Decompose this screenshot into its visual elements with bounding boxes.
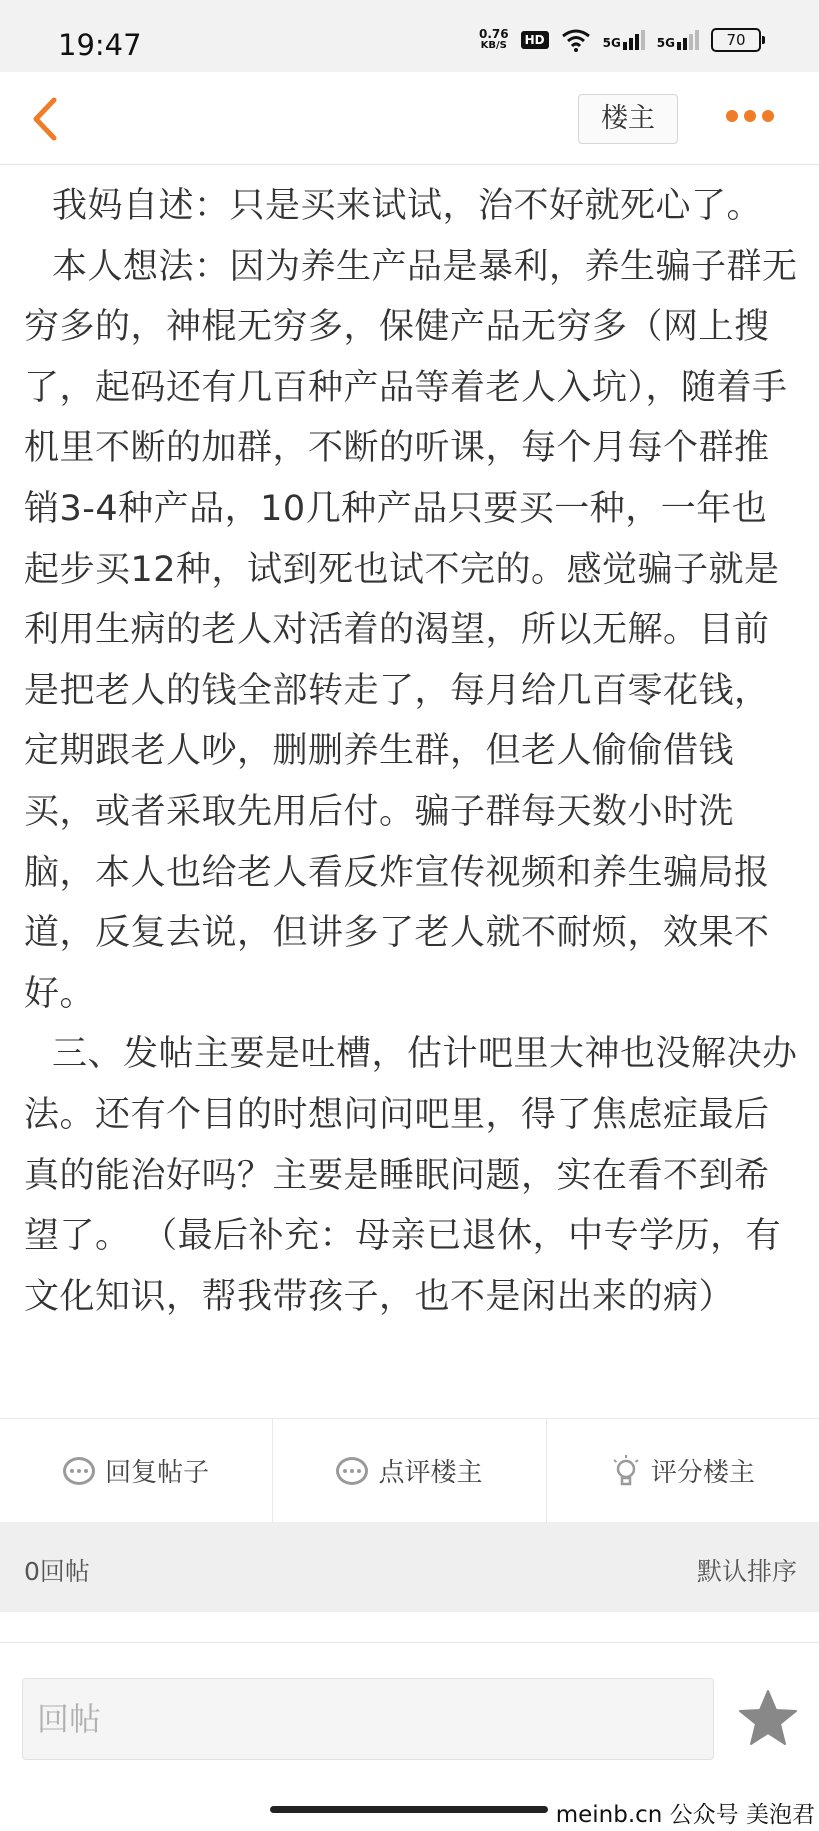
sort-order-button[interactable]: 默认排序: [696, 1557, 797, 1586]
louzhu-button[interactable]: 楼主: [578, 94, 678, 144]
post-action-bar: [0, 1418, 819, 1523]
star-favorite-icon[interactable]: [738, 1688, 798, 1748]
signal-label: 5G: [656, 36, 675, 50]
reply-input[interactable]: 回帖: [22, 1678, 714, 1760]
reply-count: 0回帖: [24, 1557, 90, 1586]
post-paragraph: 我妈自述：只是买来试试，治不好就死心了。: [52, 186, 763, 226]
rate-louzhu-button[interactable]: [547, 1419, 819, 1522]
rate-louzhu-label: 评分楼主: [650, 1458, 755, 1488]
network-speed: [479, 28, 509, 52]
wifi-icon: [561, 28, 591, 52]
comment-louzhu-button[interactable]: [273, 1419, 546, 1522]
reply-count-bar: [0, 1522, 819, 1612]
network-speed-unit: KB/S: [480, 40, 507, 51]
signal-label: 5G: [602, 36, 621, 50]
status-time: 19:47: [58, 28, 142, 62]
reply-post-label: 回复帖子: [105, 1458, 210, 1488]
chat-bubble-icon: [336, 1457, 368, 1485]
watermark: meinb.cn 公众号 美泡君: [555, 1802, 815, 1828]
status-icons: [479, 28, 761, 52]
post-paragraph: 本人想法：因为养生产品是暴利，养生骗子群无穷多的，神棍无穷多，保健产品无穷多（网上搜了，起码还有几百种产品等着老人入坑），随着手机里不断的加群，不断的听课，每个月每个群推销3-4种产品，10几种产品只要买一种，一年也起步买12种，试到死也试不完的。感觉骗子就是利用生病的老人对活着的渴望，所以无解。目前是把老人的钱全部转走了，每月给几百零花钱，定期跟老人吵，删删养生群，但老人偷偷借钱买，或者采取先用后付。骗子群每天数小时洗脑，本人也给老人看反炸宣传视频和养生骗局报道，反复去说，但讲多了老人就不耐烦，效果不好。: [24, 246, 798, 1014]
post-content: [24, 176, 800, 1327]
top-nav-bar: [0, 72, 819, 165]
signal-5g-2-icon: [657, 30, 699, 50]
lightbulb-icon: [611, 1454, 641, 1488]
back-arrow-icon[interactable]: [26, 94, 66, 144]
post-paragraph: 三、发帖主要是吐槽，估计吧里大神也没解决办法。还有个目的时想问问吧里，得了焦虑症最后真的能治好吗？主要是睡眠问题，实在看不到希望了。 （最后补充：母亲已退休，中专学历，有文化知识，帮我带孩子，也不是闲出来的病）: [24, 1034, 798, 1317]
divider: [0, 1642, 819, 1643]
more-options-icon[interactable]: [726, 110, 776, 126]
home-indicator[interactable]: [270, 1806, 548, 1813]
hd-icon: HD: [521, 31, 549, 49]
signal-5g-1-icon: [603, 30, 645, 50]
reply-post-button[interactable]: [0, 1419, 273, 1522]
comment-louzhu-label: 点评楼主: [378, 1458, 483, 1488]
network-speed-value: 0.76: [478, 27, 509, 41]
status-bar: [0, 0, 819, 72]
chat-bubble-icon: [63, 1457, 95, 1485]
battery-icon: 70: [711, 28, 761, 52]
